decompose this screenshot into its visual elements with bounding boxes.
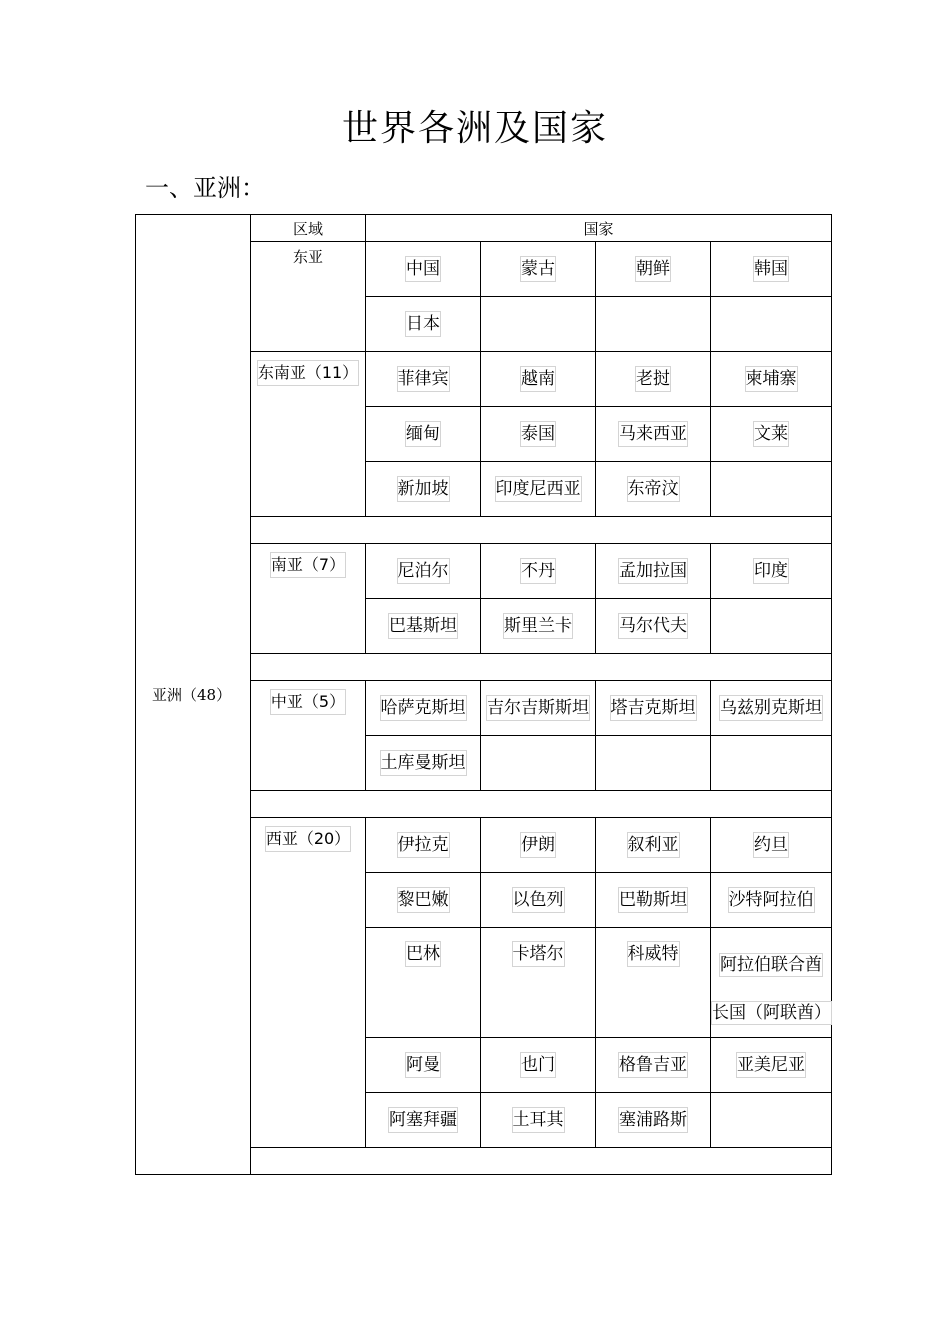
country-name: 土库曼斯坦: [380, 750, 467, 776]
country-cell: [596, 873, 711, 928]
empty-cell: [711, 462, 832, 517]
country-cell: [481, 928, 596, 1038]
empty-cell: [596, 736, 711, 791]
country-cell: [596, 928, 711, 1038]
empty-cell: [711, 1093, 832, 1148]
country-cell: [481, 599, 596, 654]
continent-label: 亚洲（48）: [152, 686, 232, 704]
country-cell: [366, 681, 481, 736]
country-cell: [711, 818, 832, 873]
country-name: 泰国: [520, 421, 556, 447]
country-cell-multiline: [711, 928, 832, 1038]
country-cell: [481, 873, 596, 928]
country-cell: [481, 242, 596, 297]
country-cell: [481, 1093, 596, 1148]
spacer-cell: [251, 791, 832, 818]
country-name: 伊拉克: [397, 832, 450, 858]
country-cell: [366, 818, 481, 873]
country-name: 塔吉克斯坦: [610, 695, 697, 721]
spacer-cell: [251, 1148, 832, 1175]
country-name: 马尔代夫: [618, 613, 688, 639]
country-name: 塞浦路斯: [618, 1107, 688, 1133]
region-label: 南亚（7）: [270, 552, 346, 578]
empty-cell: [711, 736, 832, 791]
country-name: 格鲁吉亚: [618, 1052, 688, 1078]
country-name: 东帝汶: [627, 476, 680, 502]
country-name: 阿塞拜疆: [388, 1107, 458, 1133]
country-name-multiline: [711, 941, 831, 1037]
countries-table-wrapper: [135, 214, 832, 1175]
continent-cell: [136, 215, 251, 1175]
country-cell: [711, 242, 832, 297]
country-name: 韩国: [753, 256, 789, 282]
country-name: 以色列: [512, 887, 565, 913]
country-name: 越南: [520, 366, 556, 392]
header-countries: 国家: [366, 215, 832, 242]
country-cell: [481, 1038, 596, 1093]
country-cell: [596, 352, 711, 407]
country-cell: [596, 242, 711, 297]
country-name: 阿曼: [405, 1052, 441, 1078]
country-name: 印度: [753, 558, 789, 584]
country-name: 柬埔寨: [745, 366, 798, 392]
country-name-line-1: 阿拉伯联合酋: [720, 955, 822, 975]
country-cell: [366, 736, 481, 791]
countries-table: [135, 214, 832, 1175]
country-name: 缅甸: [405, 421, 441, 447]
region-west-asia: [251, 818, 366, 1148]
country-cell: [481, 681, 596, 736]
country-cell: [481, 352, 596, 407]
country-cell: [596, 544, 711, 599]
region-southeast-asia: [251, 352, 366, 517]
country-cell: [366, 599, 481, 654]
country-name: 日本: [405, 311, 441, 337]
country-cell: [711, 544, 832, 599]
country-cell: [596, 407, 711, 462]
country-name: 马来西亚: [618, 421, 688, 447]
empty-cell: [481, 297, 596, 352]
country-name: 中国: [405, 256, 441, 282]
country-cell: [366, 242, 481, 297]
country-cell: [366, 297, 481, 352]
spacer-cell: [251, 654, 832, 681]
country-name: 斯里兰卡: [503, 613, 573, 639]
country-name-line-2: 长国（阿联酋）: [712, 1003, 831, 1023]
country-name: 尼泊尔: [397, 558, 450, 584]
header-region: 区域: [251, 215, 366, 242]
country-cell: [366, 873, 481, 928]
country-name: 约旦: [753, 832, 789, 858]
country-cell: [481, 407, 596, 462]
country-cell: [596, 462, 711, 517]
country-cell: [481, 818, 596, 873]
empty-cell: [596, 297, 711, 352]
country-cell: [481, 544, 596, 599]
section-heading: 一、亚洲：: [145, 174, 265, 202]
country-name: 老挝: [635, 366, 671, 392]
country-name: 不丹: [520, 558, 556, 584]
country-name: 蒙古: [520, 256, 556, 282]
country-cell: [596, 681, 711, 736]
spacer-cell: [251, 517, 832, 544]
country-name: 孟加拉国: [618, 558, 688, 584]
country-cell: [366, 407, 481, 462]
country-name: 伊朗: [520, 832, 556, 858]
country-cell: [596, 1093, 711, 1148]
country-name: 科威特: [627, 941, 680, 967]
country-name: 吉尔吉斯斯坦: [486, 695, 590, 721]
country-name: 黎巴嫩: [397, 887, 450, 913]
country-cell: [366, 544, 481, 599]
country-name: 新加坡: [397, 476, 450, 502]
country-cell: [711, 681, 832, 736]
empty-cell: [481, 736, 596, 791]
region-central-asia: [251, 681, 366, 791]
country-cell: [596, 1038, 711, 1093]
country-name: 印度尼西亚: [495, 476, 582, 502]
country-name: 卡塔尔: [512, 941, 565, 967]
header-row: [136, 215, 832, 242]
country-name: 菲律宾: [397, 366, 450, 392]
country-cell: [366, 352, 481, 407]
country-cell: [481, 462, 596, 517]
country-cell: [596, 599, 711, 654]
country-name: 哈萨克斯坦: [380, 695, 467, 721]
region-label: 西亚（20）: [265, 826, 351, 852]
country-cell: [366, 928, 481, 1038]
country-name: 土耳其: [512, 1107, 565, 1133]
country-name: 沙特阿拉伯: [728, 887, 815, 913]
country-name: 巴基斯坦: [388, 613, 458, 639]
region-south-asia: [251, 544, 366, 654]
country-cell: [711, 352, 832, 407]
country-name: 叙利亚: [627, 832, 680, 858]
country-name: 乌兹别克斯坦: [719, 695, 823, 721]
country-name: 文莱: [753, 421, 789, 447]
region-label: 东南亚（11）: [257, 360, 359, 386]
region-east-asia: 东亚: [251, 242, 366, 352]
country-cell: [711, 407, 832, 462]
page-title: 世界各洲及国家: [341, 108, 608, 149]
region-label: 中亚（5）: [270, 689, 346, 715]
country-name: 亚美尼亚: [736, 1052, 806, 1078]
country-cell: [596, 818, 711, 873]
empty-cell: [711, 599, 832, 654]
country-name: 也门: [520, 1052, 556, 1078]
empty-cell: [711, 297, 832, 352]
country-cell: [711, 873, 832, 928]
country-cell: [711, 1038, 832, 1093]
country-cell: [366, 462, 481, 517]
country-name: 巴勒斯坦: [618, 887, 688, 913]
country-cell: [366, 1093, 481, 1148]
country-name: 朝鲜: [635, 256, 671, 282]
country-cell: [366, 1038, 481, 1093]
country-name: 巴林: [405, 941, 441, 967]
